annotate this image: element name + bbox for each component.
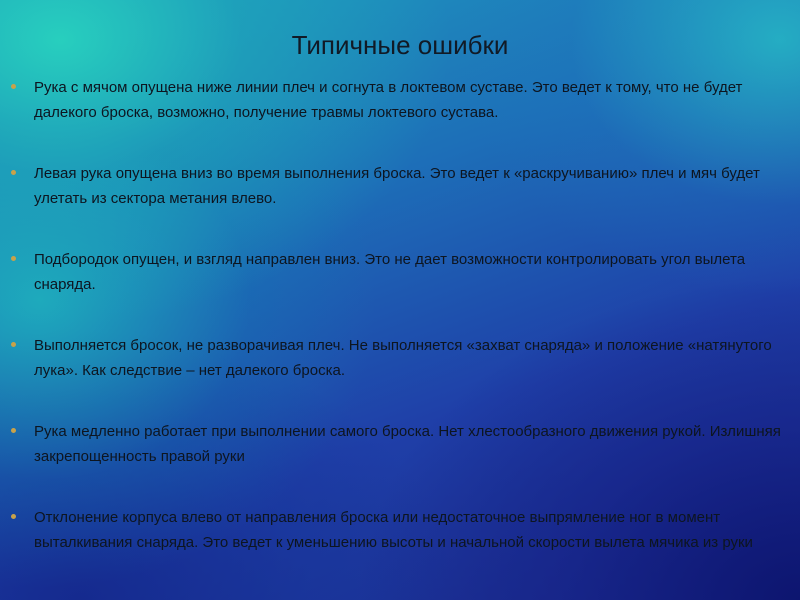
bullet-text: Рука медленно работает при выполнении самого броска. Нет хлестообразного движения рукой. Излишняя закрепощенность правой руки <box>34 423 781 465</box>
bullet-item <box>8 505 792 555</box>
bullet-item <box>8 247 792 297</box>
bullet-item <box>8 161 792 211</box>
slide-title: Типичные ошибки <box>291 30 509 60</box>
bullet-text: Рука с мячом опущена ниже линии плеч и согнута в локтевом суставе. Это ведет к тому, что не будет далекого броска, возможно, получение травмы локтевого сустава. <box>34 79 743 121</box>
bullet-dot-icon <box>11 428 16 433</box>
bullet-text: Отклонение корпуса влево от направления броска или недостаточное выпрямление ног в момент выталкивания снаряда. Это ведет к уменьшению высоты и начальной скорости вылета мячика из руки <box>34 509 753 551</box>
bullet-text: Подбородок опущен, и взгляд направлен вниз. Это не дает возможности контролировать угол вылета снаряда. <box>34 251 746 293</box>
bullet-dot-icon <box>11 514 16 519</box>
bullet-text: Выполняется бросок, не разворачивая плеч. Не выполняется «захват снаряда» и положение «натянутого лука». Как следствие – нет далекого броска. <box>34 337 772 379</box>
bullet-dot-icon <box>11 342 16 347</box>
bullet-dot-icon <box>11 256 16 261</box>
bullet-item <box>8 419 792 469</box>
bullet-item <box>8 333 792 383</box>
bullet-item <box>8 75 792 125</box>
bullet-text: Левая рука опущена вниз во время выполнения броска. Это ведет к «раскручиванию» плеч и мяч будет улетать из сектора метания влево. <box>34 165 760 207</box>
bullet-list <box>8 75 792 591</box>
bullet-dot-icon <box>11 170 16 175</box>
bullet-dot-icon <box>11 84 16 89</box>
